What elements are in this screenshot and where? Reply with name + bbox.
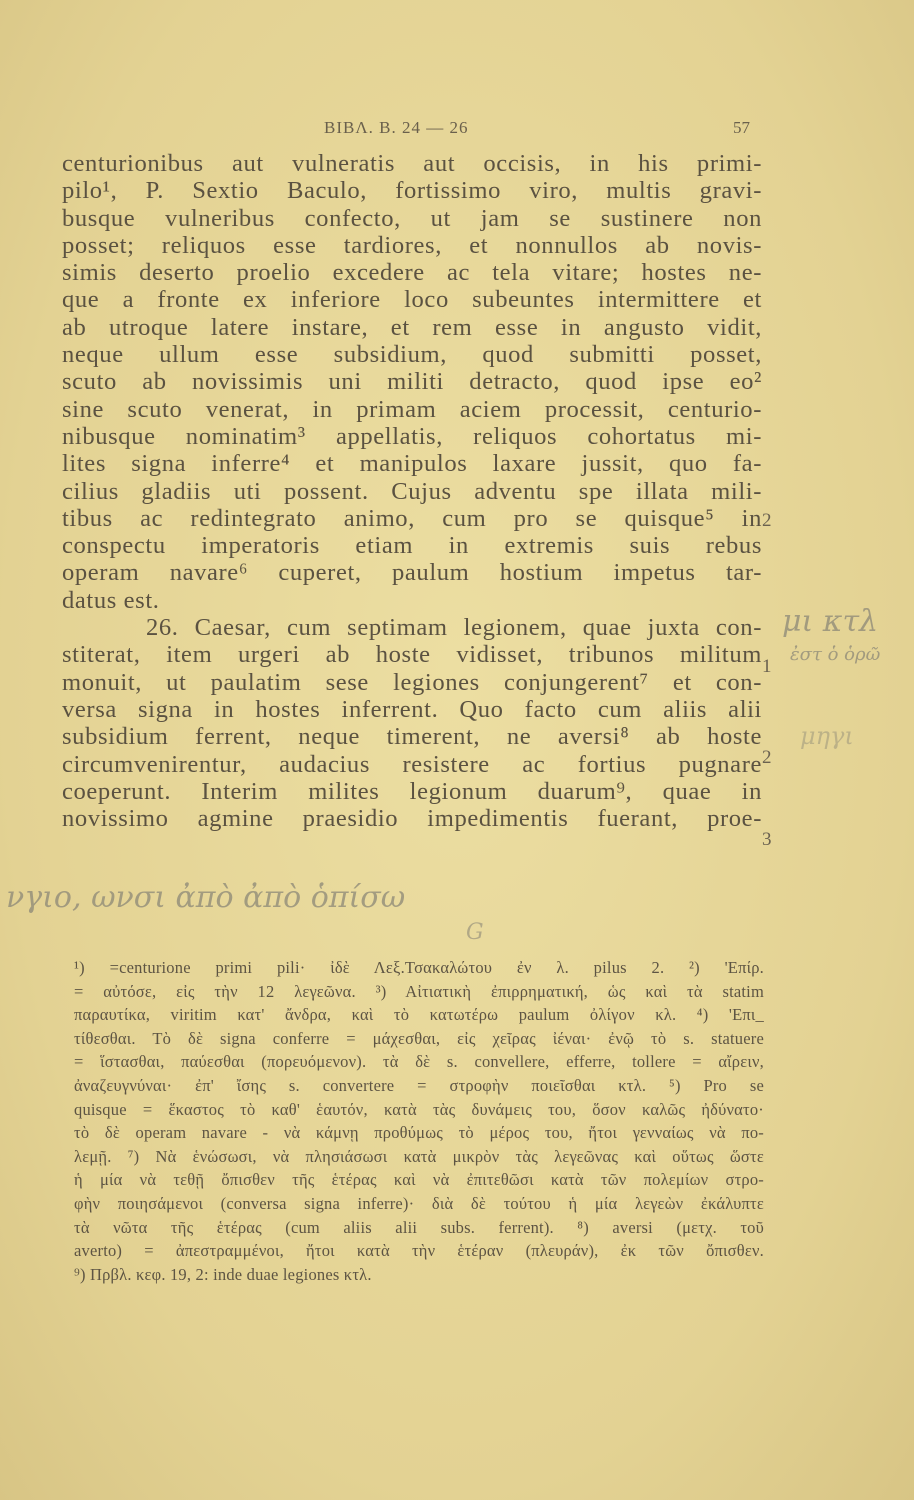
handwritten-mark: G	[466, 920, 484, 945]
text-line: pilo¹, P. Sextio Baculo, fortissimo viro, multis gravi-	[62, 177, 762, 205]
text-line: subsidium ferrent, neque timerent, ne aversi⁸ ab hoste	[62, 723, 762, 751]
margin-section-number: 1	[762, 656, 772, 677]
text-line: cilius gladiis uti possent. Cujus adventu spe illata mili-	[62, 477, 762, 505]
text-line: lites signa inferre⁴ et manipulos laxare jussit, quo fa-	[62, 450, 762, 478]
text-line: que a fronte ex inferiore loco subeuntes intermittere et	[62, 286, 762, 314]
margin-section-number: 2	[762, 510, 772, 531]
running-head: BIBΛ. B. 24 — 26	[324, 118, 469, 137]
page-header	[0, 118, 914, 140]
handwritten-annotation: νγιο, ωνσι ἀπὸ ἀπὸ ὁπίσω	[6, 880, 406, 915]
footnote-line: averto) = ἀπεστραμμένοι, ἤτοι κατὰ τὴν ἑτέραν (πλευράν), ἐκ τῶν ὄπισθεν.	[74, 1241, 764, 1261]
text-line: circumvenirentur, audacius resistere ac fortius pugnare	[62, 750, 762, 778]
main-text	[62, 150, 762, 832]
footnote-line: φὴν ποιησάμενοι (conversa signa inferre)· διὰ δὲ τούτου ἡ μία λεγεὼν ἐκάλυπτε	[74, 1193, 764, 1213]
footnote-line: ἡ μία νὰ τεθῇ ὄπισθεν τῆς ἑτέρας καὶ νὰ ἐπιτεθῶσι κατὰ τῶν πολεμίων στρο-	[74, 1170, 764, 1190]
footnote-line: ἀναζευγνύναι· ἐπ' ἴσης s. convertere = στροφὴν ποιεῖσθαι κτλ. ⁵) Pro se	[74, 1075, 764, 1095]
margin-section-number: 3	[762, 829, 772, 850]
chapter-start-line: 26. Caesar, cum septimam legionem, quae juxta con-	[146, 614, 762, 642]
text-line: stiterat, item urgeri ab hoste vidisset, tribunos militum	[62, 641, 762, 669]
text-line: ab utroque latere instare, et rem esse in angusto vidit,	[62, 313, 762, 341]
footnote-line: = αὐτόσε, εἰς τὴν 12 λεγεῶνα. ³) Αἰτιατικὴ ἐπιρρηματική, ὡς καὶ τὰ statim	[74, 981, 764, 1001]
text-line: monuit, ut paulatim sese legiones conjungerent⁷ et con-	[62, 668, 762, 696]
text-line: operam navare⁶ cuperet, paulum hostium impetus tar-	[62, 559, 762, 587]
footnote-line: τίθεσθαι. Τὸ δὲ signa conferre = μάχεσθαι, εἰς χεῖρας ἰέναι· ἐνῷ τὸ s. statuere	[74, 1028, 764, 1048]
text-line: neque ullum esse subsidium, quod submitti posset,	[62, 341, 762, 369]
text-line: versa signa in hostes inferrent. Quo facto cum aliis alii	[62, 695, 762, 723]
footnote-line: τὰ νῶτα τῆς ἑτέρας (cum aliis alii subs. ferrent). ⁸) aversi (μετχ. τοῦ	[74, 1217, 764, 1237]
footnote-line: = ἵστασθαι, παύεσθαι (πορευόμενον). τὰ δὲ s. convellere, efferre, tollere = αἴρειν,	[74, 1052, 764, 1072]
handwritten-margin-note: μι κτλ	[782, 604, 879, 639]
text-line: simis deserto proelio excedere ac tela vitare; hostes ne-	[62, 259, 762, 287]
text-line: tibus ac redintegrato animo, cum pro se quisque⁵ in	[62, 504, 762, 532]
text-line: scuto ab novissimis uni militi detracto, quod ipse eo²	[62, 368, 762, 396]
footnote-line: παραυτίκα, viritim κατ' ἄνδρα, καὶ τὸ κατωτέρω paulum ὀλίγον κλ. ⁴) 'Επι_	[74, 1005, 764, 1025]
footnote-line: τὸ δὲ operam navare - νὰ κάμνῃ προθύμως τὸ μέρος του, ἤτοι γενναίως νὰ πο-	[74, 1123, 764, 1143]
footnote-line: quisque = ἕκαστος τὸ καθ' ἑαυτόν, κατὰ τὰς δυνάμεις του, ὅσον καλῶς ἠδύνατο·	[74, 1099, 764, 1119]
text-line: conspectu imperatoris etiam in extremis suis rebus	[62, 532, 762, 560]
text-line: centurionibus aut vulneratis aut occisis, in his primi-	[62, 150, 762, 177]
footnote-line: ⁹) Πρβλ. κεφ. 19, 2: inde duae legiones κτλ.	[74, 1264, 372, 1284]
text-line: posset; reliquos esse tardiores, et nonnullos ab novis-	[62, 231, 762, 259]
text-line: coeperunt. Interim milites legionum duarum⁹, quae in	[62, 777, 762, 805]
footnote-line: ¹) =centurione primi pili· ἰδὲ Λεξ.Τσακαλώτου ἐν λ. pilus 2. ²) 'Επίρ.	[74, 958, 764, 977]
text-line: busque vulneribus confecto, ut jam se sustinere non	[62, 204, 762, 232]
text-line: datus est.	[62, 586, 160, 614]
footnotes	[74, 956, 764, 1286]
page-number: 57	[733, 118, 750, 137]
handwritten-margin-note: ἐστ ὁ ὁρῶ	[790, 644, 881, 665]
text-line: sine scuto venerat, in primam aciem processit, centurio-	[62, 395, 762, 423]
handwritten-margin-note: μηγι	[800, 722, 854, 750]
text-line: novissimo agmine praesidio impedimentis fuerant, proe-	[62, 805, 762, 833]
footnote-line: λεμῇ. ⁷) Νὰ ἑνώσωσι, νὰ πλησιάσωσι κατὰ μικρὸν τὰς λεγεῶνας καὶ οὕτως ὥστε	[74, 1146, 764, 1166]
margin-section-number: 2	[762, 747, 772, 768]
text-line: nibusque nominatim³ appellatis, reliquos cohortatus mi-	[62, 422, 762, 450]
